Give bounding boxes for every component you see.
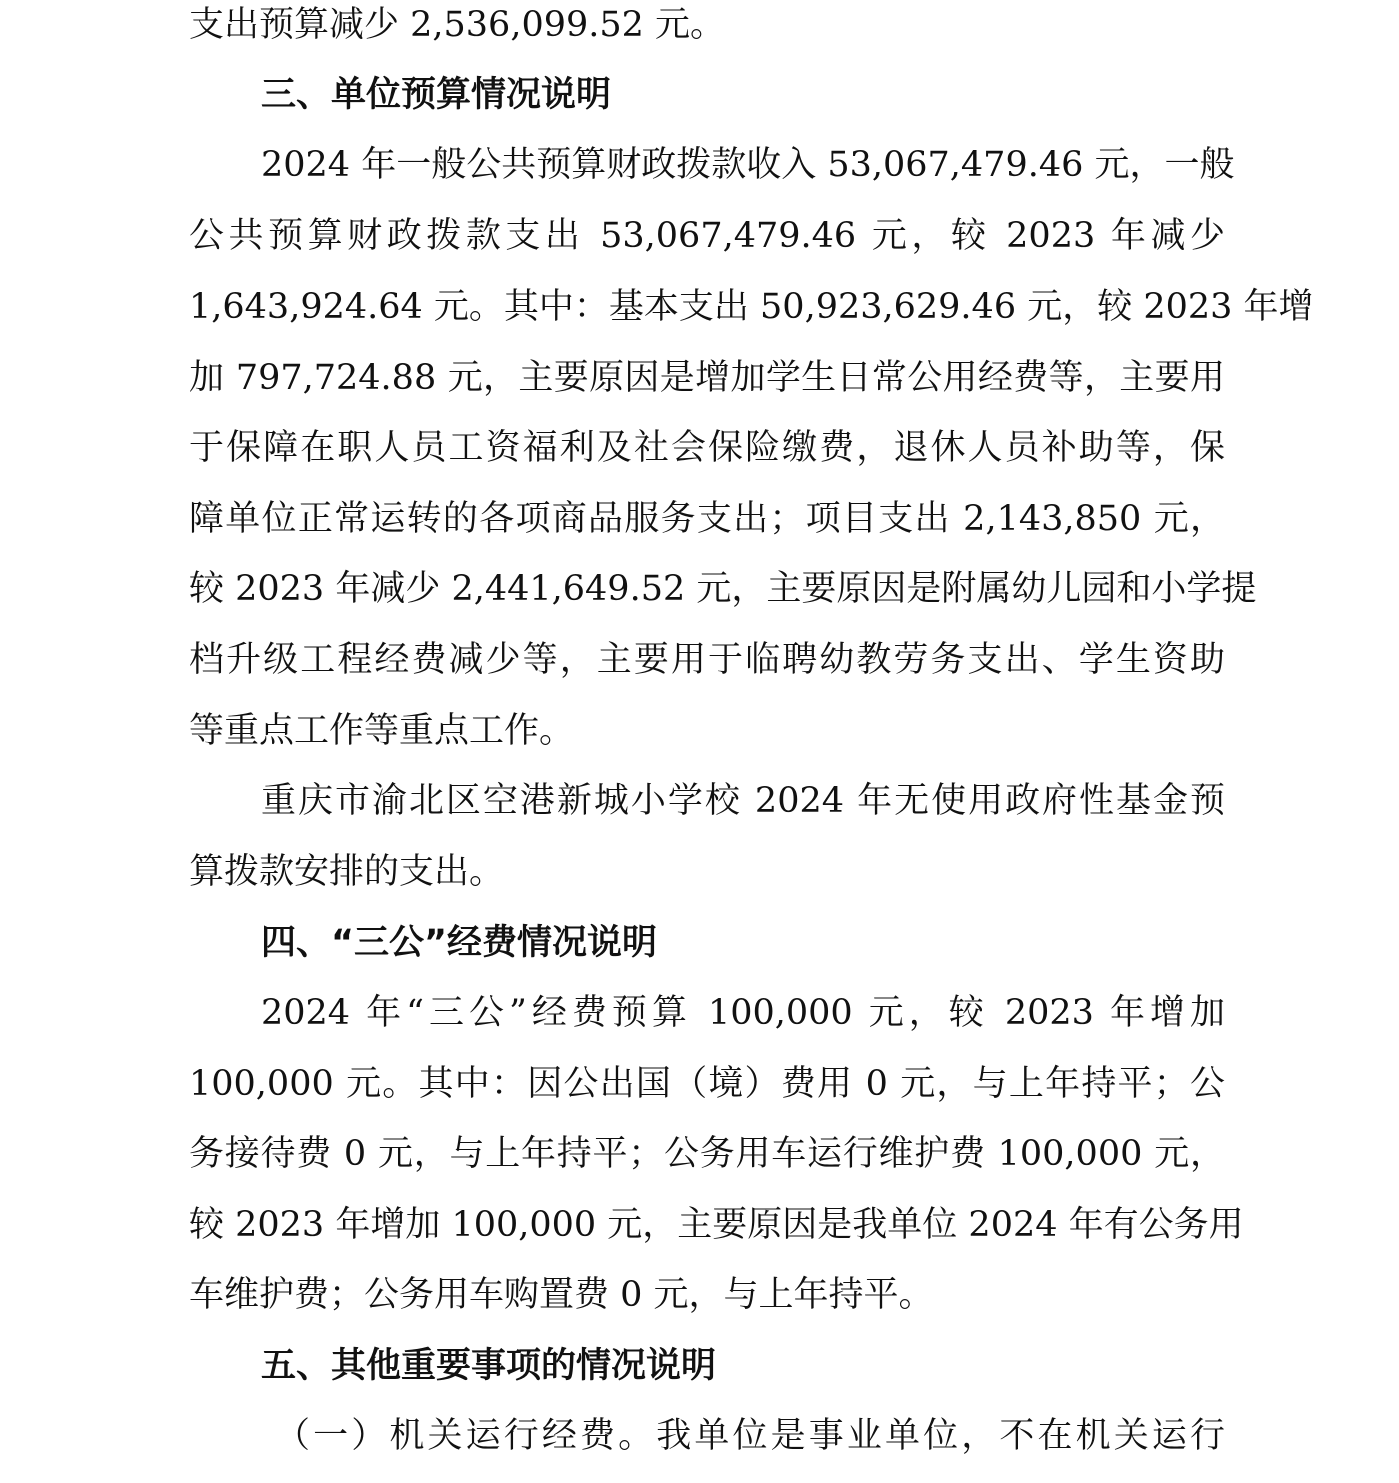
paragraph-line: 较 2023 年增加 100,000 元，主要原因是我单位 2024 年有公务用 (189, 1205, 1244, 1245)
paragraph-line: 较 2023 年减少 2,441,649.52 元，主要原因是附属幼儿园和小学提 (189, 569, 1257, 609)
paragraph-line: 档升级工程经费减少等，主要用于临聘幼教劳务支出、学生资助 (189, 640, 1225, 680)
section-heading-other-matters: 五、其他重要事项的情况说明 (261, 1346, 717, 1386)
paragraph-line: 务接待费 0 元，与上年持平；公务用车运行维护费 100,000 元， (189, 1134, 1225, 1174)
paragraph-line: 2024 年“三公”经费预算 100,000 元，较 2023 年增加 (261, 993, 1225, 1033)
paragraph-line: 重庆市渝北区空港新城小学校 2024 年无使用政府性基金预 (261, 781, 1225, 821)
section-heading-three-public: 四、“三公”经费情况说明 (261, 923, 658, 963)
paragraph-line: 2024 年一般公共预算财政拨款收入 53,067,479.46 元，一般 (261, 145, 1235, 185)
paragraph-line: 算拨款安排的支出。 (189, 852, 505, 892)
paragraph-line: 1,643,924.64 元。其中：基本支出 50,923,629.46 元，较 2023 年增 (189, 287, 1314, 327)
section-heading-unit-budget: 三、单位预算情况说明 (261, 75, 612, 115)
paragraph-line: 等重点工作等重点工作。 (189, 711, 575, 751)
paragraph-line: （一）机关运行经费。我单位是事业单位，不在机关运行 (275, 1416, 1225, 1456)
paragraph-line: 公共预算财政拨款支出 53,067,479.46 元，较 2023 年减少 (189, 216, 1225, 256)
paragraph-line: 车维护费；公务用车购置费 0 元，与上年持平。 (189, 1275, 934, 1315)
paragraph-line: 障单位正常运转的各项商品服务支出；项目支出 2,143,850 元， (189, 499, 1225, 539)
paragraph-line: 加 797,724.88 元，主要原因是增加学生日常公用经费等，主要用 (189, 358, 1225, 398)
paragraph-line: 于保障在职人员工资福利及社会保险缴费，退休人员补助等，保 (189, 428, 1225, 468)
paragraph-line: 100,000 元。其中：因公出国（境）费用 0 元，与上年持平；公 (189, 1064, 1225, 1104)
paragraph-line: 支出预算减少 2,536,099.52 元。 (189, 5, 726, 45)
